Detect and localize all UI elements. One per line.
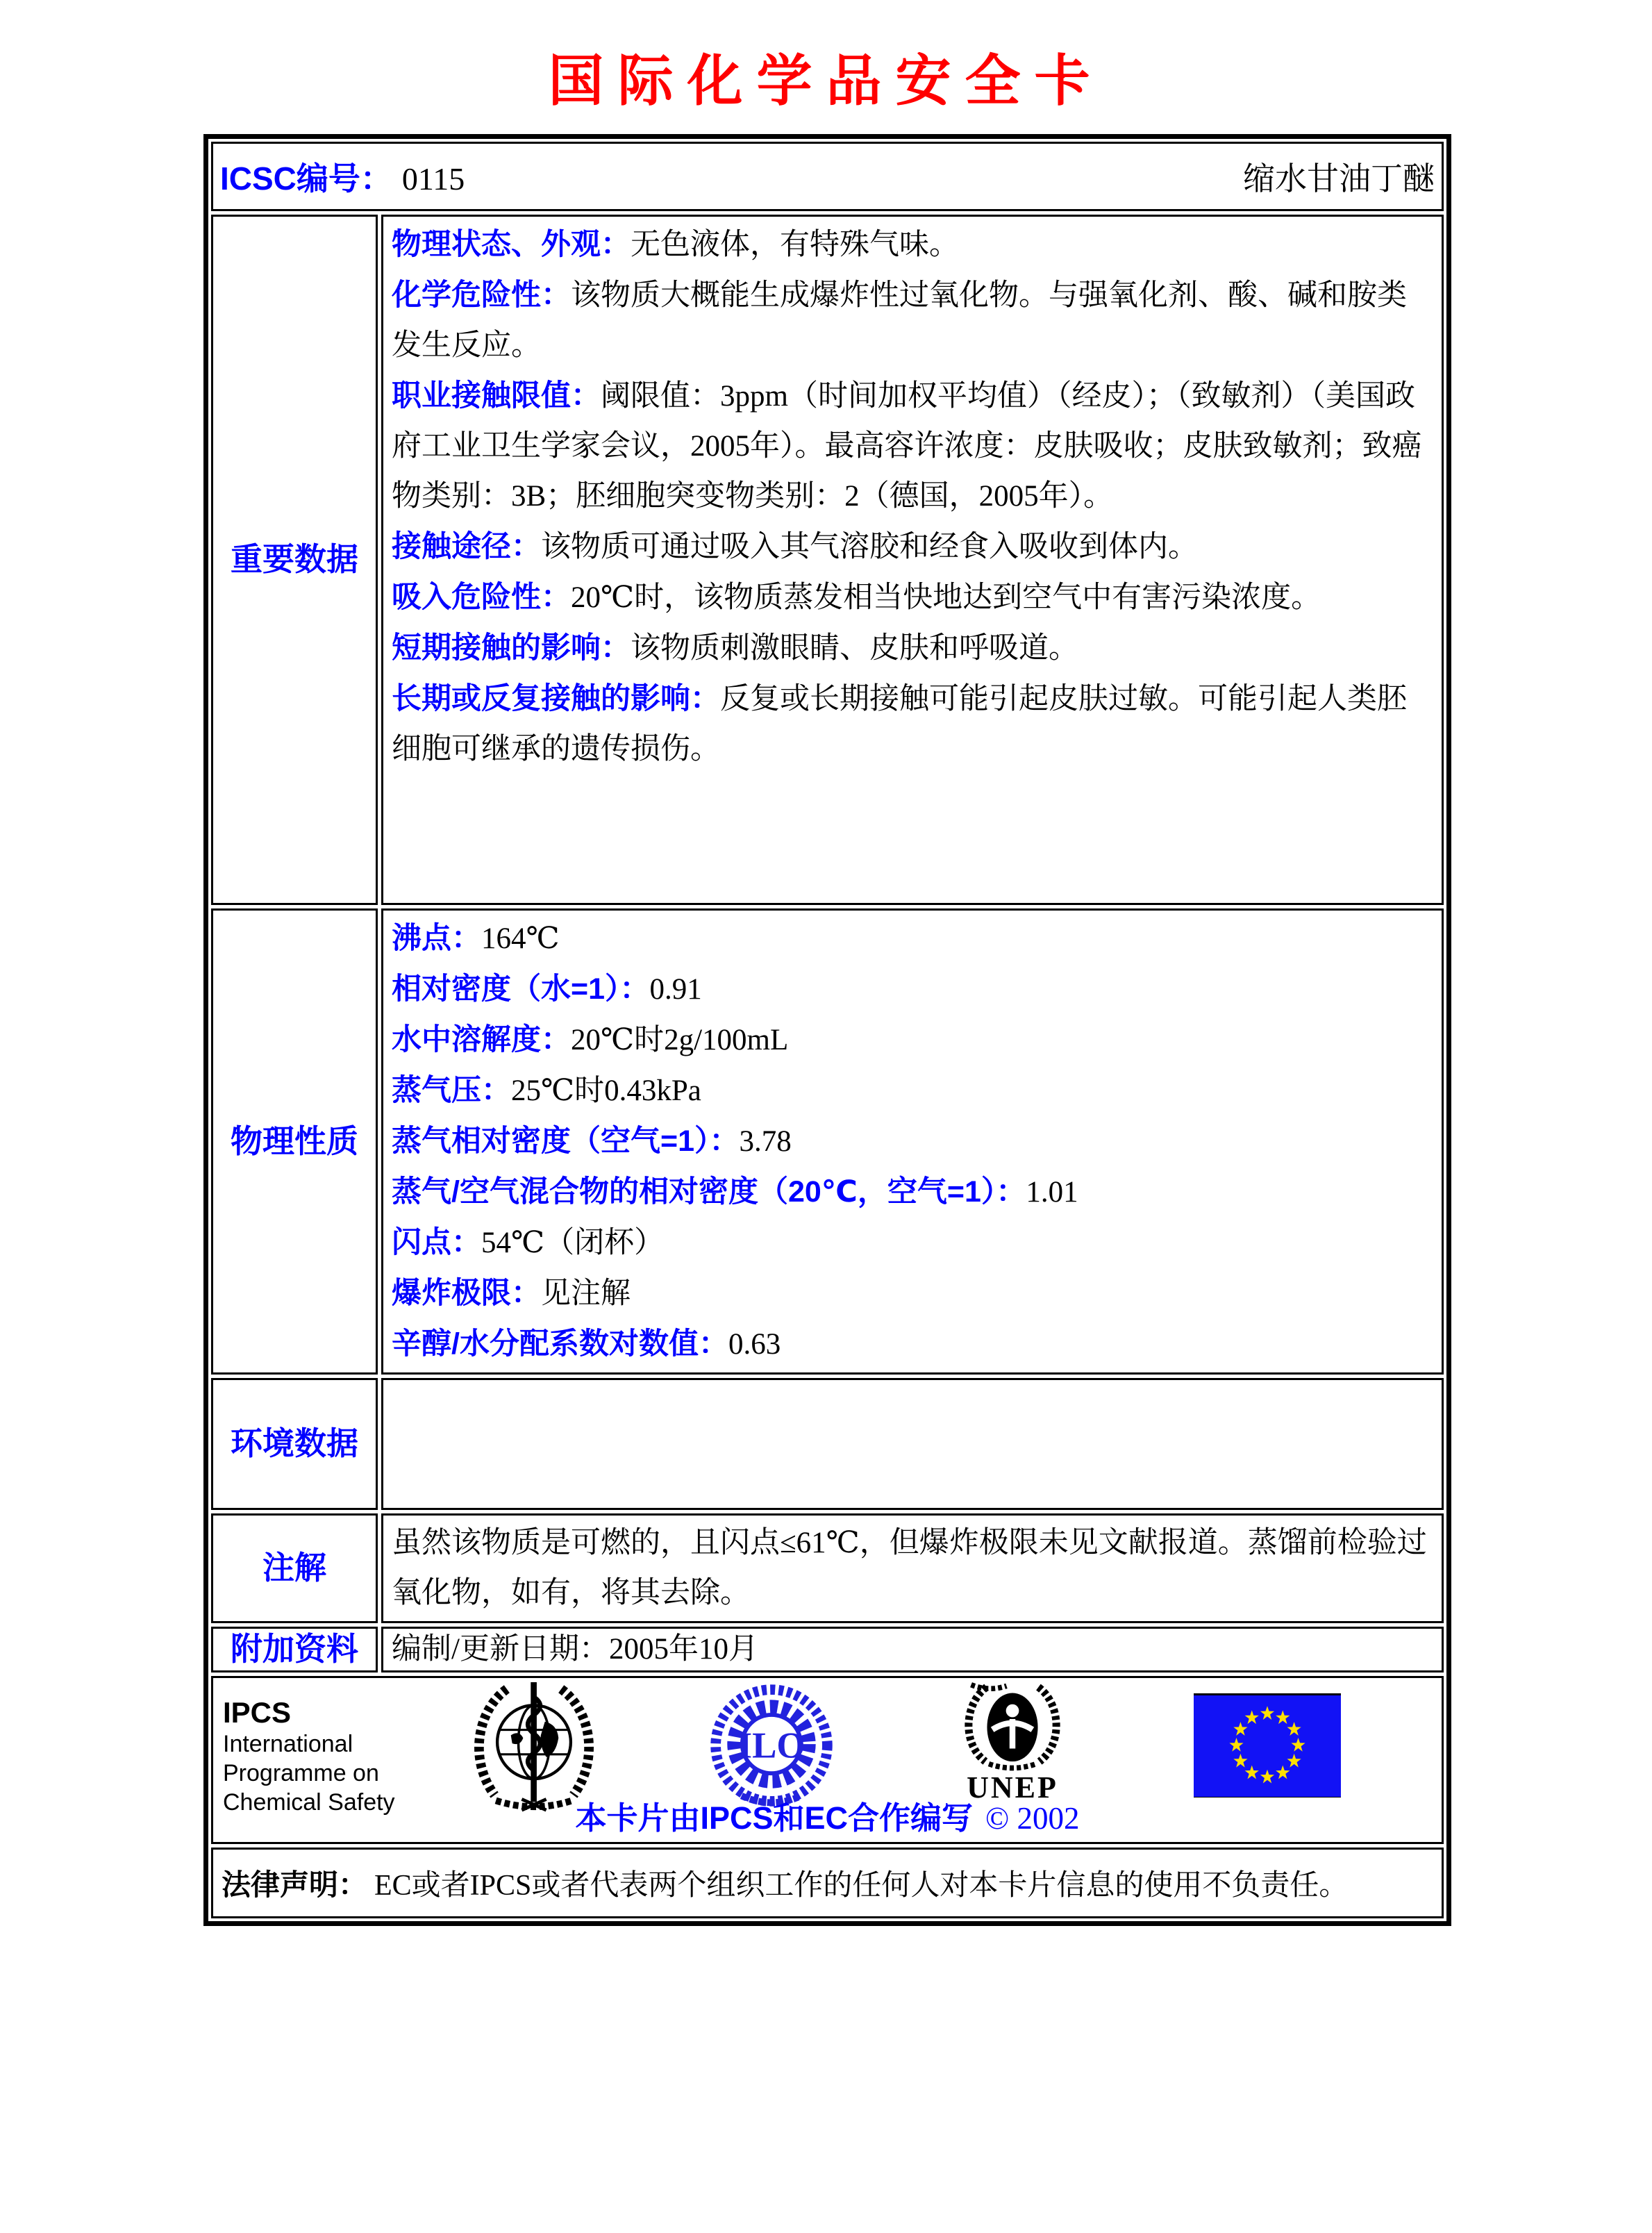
- property-value: 20℃时，该物质蒸发相当快地达到空气中有害污染浓度。: [571, 581, 1321, 614]
- property-line: [392, 1218, 1433, 1268]
- notes-text: 虽然该物质是可燃的，且闪点≤61℃，但爆炸极限未见文献报道。蒸馏前检验过氧化物，如有，将其去除。: [392, 1527, 1427, 1609]
- property-value: 0.91: [649, 973, 702, 1006]
- property-label: 物理状态、外观：: [392, 228, 631, 261]
- property-label: 闪点：: [392, 1226, 481, 1259]
- property-label: 吸入危险性：: [392, 581, 571, 614]
- additional-info-label: 附加资料: [211, 1627, 378, 1672]
- property-line: [392, 1268, 1433, 1319]
- ipcs-subtitle-line: Chemical Safety: [223, 1789, 395, 1816]
- property-value: 3.78: [739, 1125, 792, 1158]
- property-value: 该物质大概能生成爆炸性过氧化物。与强氧化剂、酸、碱和胺类发生反应。: [392, 279, 1407, 362]
- property-value: 164℃: [481, 922, 560, 955]
- property-label: 沸点：: [392, 922, 481, 955]
- icsc-card-table: [203, 134, 1451, 1926]
- property-label: 接触途径：: [392, 530, 541, 563]
- property-value: 0.63: [728, 1328, 781, 1361]
- environmental-data-row: [211, 1378, 1444, 1510]
- property-label: 水中溶解度：: [392, 1023, 571, 1056]
- caption-text: 本卡片由IPCS和EC合作编写: [575, 1800, 974, 1836]
- property-line: [392, 1065, 1433, 1116]
- unep-logo: [948, 1682, 1077, 1804]
- property-line: [392, 913, 1433, 964]
- property-line: [392, 270, 1433, 371]
- header-row: [211, 142, 1444, 211]
- ipcs-title: IPCS: [223, 1696, 292, 1729]
- property-line: [392, 219, 1433, 270]
- caption-copyright: © 2002: [985, 1801, 1080, 1836]
- property-line: [392, 1319, 1433, 1370]
- unep-logo-icon: [953, 1682, 1071, 1771]
- chemical-name: 缩水甘油丁醚: [1243, 161, 1435, 197]
- unep-label: UNEP: [967, 1770, 1058, 1804]
- icsc-number-group: [220, 153, 465, 199]
- property-line: [392, 964, 1433, 1015]
- eu-flag-icon: [1194, 1693, 1341, 1798]
- notes-label: 注解: [211, 1513, 378, 1623]
- property-line: [392, 674, 1433, 774]
- property-value: 20℃时2g/100mL: [571, 1024, 789, 1056]
- icsc-number-label: ICSC编号：: [220, 160, 392, 197]
- property-value: 见注解: [541, 1277, 631, 1310]
- legal-label: 法律声明：: [222, 1868, 368, 1901]
- property-label: 蒸气压：: [392, 1074, 511, 1107]
- ipcs-subtitle-line: International: [223, 1731, 353, 1757]
- property-value: 1.01: [1026, 1176, 1078, 1209]
- svg-text:ILO: ILO: [737, 1725, 806, 1766]
- property-line: [392, 623, 1433, 674]
- page-title: 国际化学品安全卡: [548, 51, 1104, 113]
- property-label: 短期接触的影响：: [392, 631, 631, 665]
- important-data-label: 重要数据: [211, 215, 378, 905]
- environmental-data-content: [381, 1378, 1444, 1510]
- property-value: 反复或长期接触可能引起皮肤过敏。可能引起人类胚细胞可继承的遗传损伤。: [392, 683, 1407, 765]
- icsc-number-value: 0115: [401, 161, 465, 197]
- property-line: [392, 1116, 1433, 1167]
- property-label: 蒸气相对密度（空气=1）：: [392, 1124, 740, 1158]
- property-value: 阈限值：3ppm（时间加权平均值）（经皮）；（致敏剂）（美国政府工业卫生学家会议，2005年）。最高容许浓度：皮肤吸收；皮肤致敏剂；致癌物类别：3B；胚细胞突变物类别：2（德国，2005年）。: [392, 380, 1422, 513]
- property-line: [392, 371, 1433, 522]
- property-label: 爆炸极限：: [392, 1277, 541, 1310]
- notes-content: [381, 1513, 1444, 1623]
- property-label: 长期或反复接触的影响：: [392, 682, 720, 715]
- additional-info-content: [381, 1627, 1444, 1672]
- card-caption: [213, 1793, 1442, 1838]
- property-line: [392, 572, 1433, 623]
- property-label: 化学危险性：: [392, 279, 571, 312]
- logos-row: [211, 1676, 1444, 1844]
- header-cell: [211, 142, 1444, 211]
- ilo-logo-icon: [703, 1684, 840, 1810]
- legal-cell: [211, 1848, 1444, 1918]
- physical-properties-content: [381, 908, 1444, 1375]
- property-value: 54℃（闭杯）: [481, 1227, 665, 1259]
- important-data-row: [211, 215, 1444, 905]
- property-line: [392, 522, 1433, 572]
- additional-info-row: [211, 1627, 1444, 1672]
- legal-row: [211, 1848, 1444, 1918]
- property-label: 蒸气/空气混合物的相对密度（20℃，空气=1）：: [392, 1175, 1026, 1209]
- physical-properties-row: [211, 908, 1444, 1375]
- property-value: 该物质刺激眼睛、皮肤和呼吸道。: [631, 632, 1078, 665]
- property-label: 辛醇/水分配系数对数值：: [392, 1327, 728, 1361]
- important-data-content: [381, 215, 1444, 905]
- property-label: 相对密度（水=1）：: [392, 972, 650, 1006]
- ipcs-subtitle-line: Programme on: [223, 1760, 379, 1786]
- property-value: 无色液体，有特殊气味。: [631, 229, 959, 261]
- physical-properties-label: 物理性质: [211, 908, 378, 1375]
- additional-info-text: 编制/更新日期：2005年10月: [392, 1633, 758, 1666]
- legal-text: EC或者IPCS或者代表两个组织工作的任何人对本卡片信息的使用不负责任。: [374, 1870, 1349, 1902]
- property-value: 25℃时0.43kPa: [511, 1074, 701, 1107]
- notes-row: [211, 1513, 1444, 1623]
- logos-cell: [211, 1676, 1444, 1844]
- environmental-data-label: 环境数据: [211, 1378, 378, 1510]
- property-label: 职业接触限值：: [392, 379, 601, 413]
- property-line: [392, 1015, 1433, 1065]
- property-value: 该物质可通过吸入其气溶胶和经食入吸收到体内。: [541, 531, 1198, 563]
- property-line: [392, 1167, 1433, 1218]
